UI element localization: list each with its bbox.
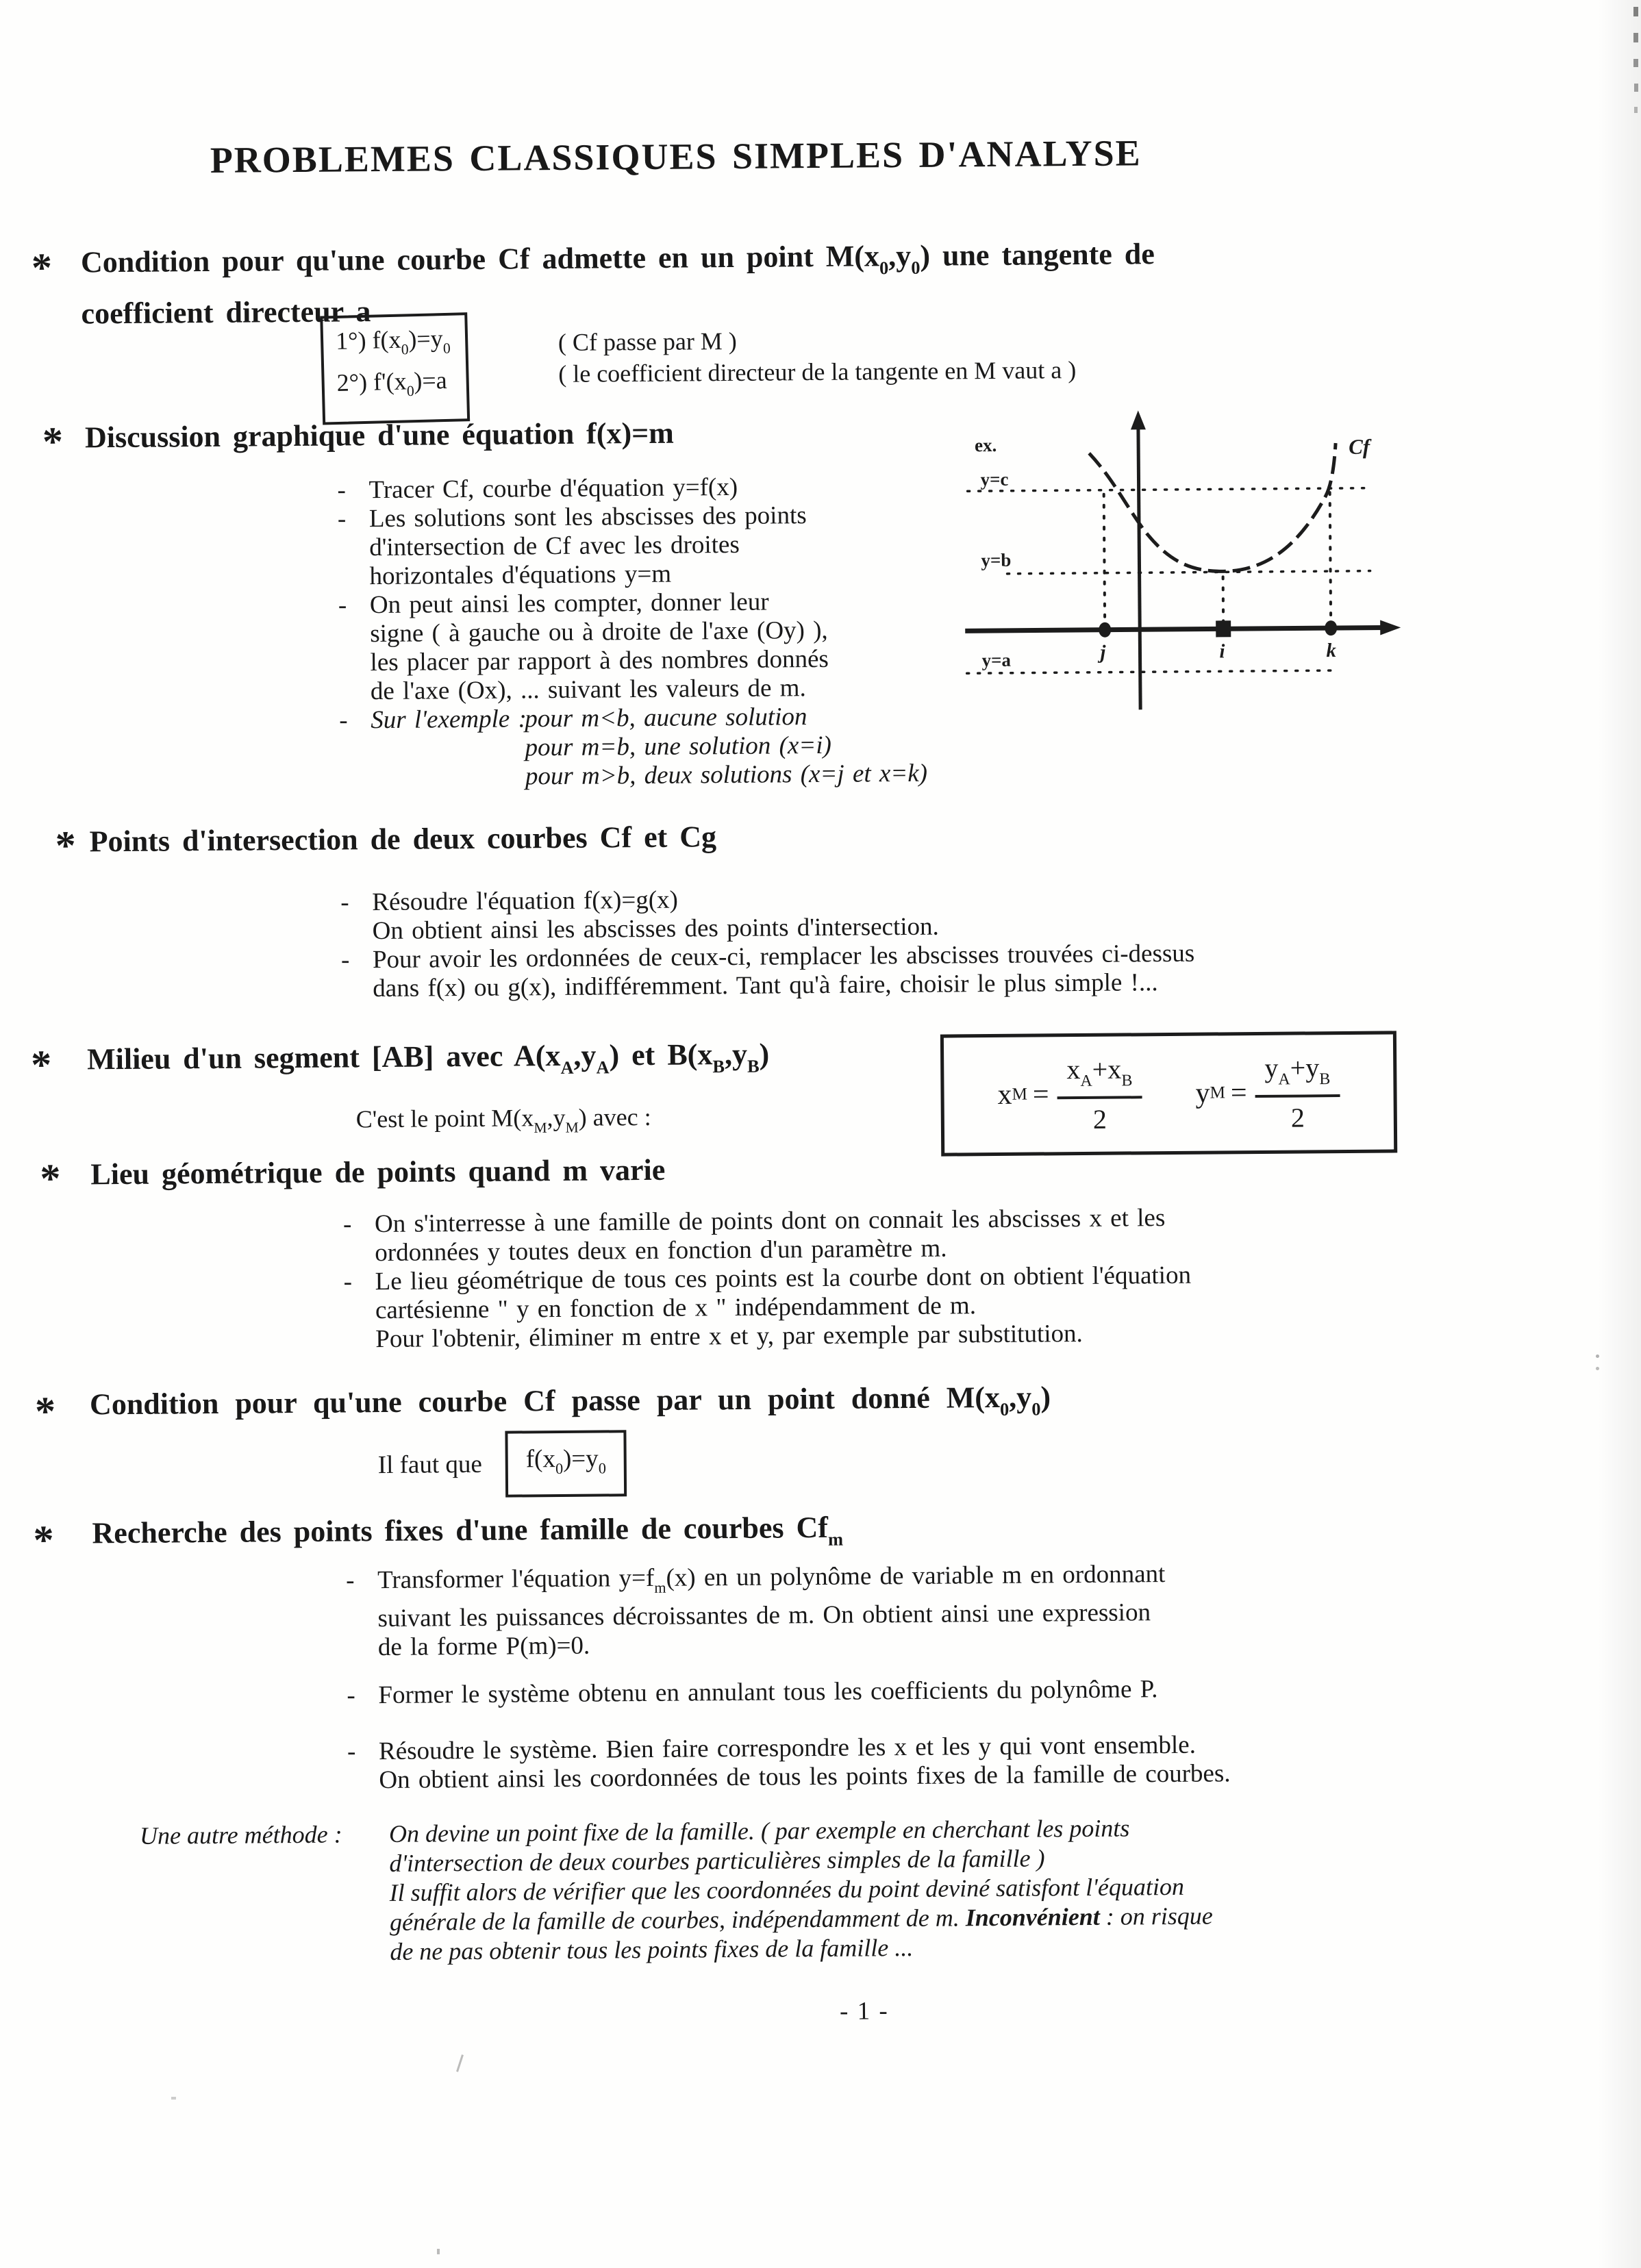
subscript-part: 0	[1031, 1398, 1041, 1420]
box-line	[336, 364, 452, 408]
section5-bullets	[343, 1204, 1192, 1354]
text-line: Il suffit alors de vérifier que les coordonnées du point deviné satisfont l'équation	[389, 1872, 1185, 1906]
subscript-part: B	[1319, 1070, 1331, 1089]
section2-heading: Discussion graphique d'une équation f(x)=m	[84, 416, 675, 455]
text-line: ordonnées y toutes deux en fonction d'un paramètre m.	[375, 1234, 947, 1268]
text-part: ,y	[724, 1037, 748, 1072]
bullet-item	[340, 882, 1194, 946]
section6-heading	[90, 1377, 1051, 1436]
formula-xm	[997, 1053, 1142, 1135]
bullet-item	[347, 1675, 1157, 1710]
graph-j-label: j	[1100, 641, 1106, 664]
text-part: : on risque	[1099, 1902, 1213, 1930]
bullet-item	[338, 587, 927, 707]
bullet-item	[338, 501, 926, 592]
text-part: )	[759, 1037, 770, 1071]
subscript-part: B	[712, 1055, 725, 1077]
text-line: Le lieu géométrique de tous ces points est la courbe dont on obtient l'équation	[375, 1261, 1192, 1296]
text-part: +x	[1092, 1053, 1122, 1085]
subscript-part: B	[747, 1055, 760, 1076]
scan-artifact	[1633, 59, 1638, 67]
section6-star-icon: *	[34, 1388, 56, 1435]
bullet-dash: -	[340, 946, 350, 974]
text-line: horizontales d'équations y=m	[369, 559, 672, 591]
text-part: )	[1040, 1380, 1051, 1414]
graph-y-equals-b-label: y=b	[981, 549, 1012, 571]
text-line: pour m<b, aucune solution	[525, 703, 807, 733]
section4-heading	[87, 1035, 770, 1092]
text-line	[377, 1560, 1166, 1604]
bullet-dash: -	[337, 505, 347, 533]
graph-ex-label: ex.	[974, 434, 997, 456]
section1-star-icon: *	[31, 244, 53, 291]
section3-bullets	[340, 882, 1195, 1004]
condition-prefix: Il faut que	[377, 1450, 482, 1480]
text-part: )=y	[408, 325, 444, 353]
midpoint-formula-box	[940, 1031, 1397, 1156]
text-part: 2°) f'(x	[336, 367, 408, 396]
text-line: On devine un point fixe de la famille. ( par exemple en cherchant les points	[388, 1814, 1130, 1848]
subscript-part: m	[654, 1578, 666, 1596]
section7-bullet-2	[347, 1675, 1157, 1710]
text-part: Recherche des points fixes d'une famille de courbes Cf	[92, 1510, 829, 1550]
text-part: ,y	[573, 1038, 597, 1072]
text-part: générale de la famille de courbes, indépendamment de m.	[389, 1904, 966, 1936]
bullet-dash: -	[347, 1737, 356, 1766]
section7-bullet-3	[347, 1730, 1231, 1795]
scan-artifact	[1596, 1354, 1599, 1358]
scan-artifact	[1596, 1367, 1599, 1370]
bullet-item	[343, 1204, 1191, 1268]
scan-artifact	[171, 2097, 176, 2100]
section2-star-icon: *	[42, 418, 64, 464]
text-part: ) et B(x	[609, 1037, 713, 1072]
point-i-square	[1216, 620, 1231, 637]
text-line: de l'axe (Ox), ... suivant les valeurs de m.	[370, 674, 806, 706]
text-part: ,y	[547, 1103, 566, 1132]
fraction	[1057, 1053, 1142, 1135]
graph-k-label: k	[1326, 640, 1337, 662]
text-part: x	[1066, 1054, 1081, 1085]
subscript-part: M	[1012, 1085, 1028, 1104]
text-line: On obtient ainsi les abscisses des points d'intersection.	[372, 912, 939, 946]
text-part: )=a	[413, 366, 448, 394]
pass-through-condition	[377, 1430, 627, 1498]
subscript-part: 0	[598, 1459, 607, 1477]
point-j-dot	[1099, 622, 1111, 638]
text-line: signe ( à gauche ou à droite de l'axe (Oy) ),	[370, 616, 828, 648]
tangent-conditions-box	[320, 312, 470, 425]
subscript-part: m	[827, 1528, 844, 1550]
example-item	[339, 702, 927, 793]
section3-star-icon: *	[55, 822, 76, 868]
condition-note-2: ( le coefficient directeur de la tangente en M vaut a )	[558, 356, 1077, 388]
equals-sign: =	[1230, 1077, 1247, 1109]
alternative-method-label: Une autre méthode :	[139, 1820, 342, 1850]
text-line: Résoudre l'équation f(x)=g(x)	[372, 885, 679, 917]
page-number: - 1 -	[839, 1997, 889, 2026]
subscript-part: 0	[406, 382, 414, 399]
x-axis-arrow-icon	[1380, 620, 1401, 635]
subscript-part: A	[560, 1057, 574, 1078]
hline-y-equals-a	[967, 670, 1336, 673]
fraction-denominator: 2	[1092, 1103, 1107, 1135]
alternative-method	[140, 1813, 1213, 1969]
fraction	[1255, 1051, 1340, 1134]
bullet-item	[347, 1730, 1231, 1795]
text-line: les placer par rapport à des nombres donnés	[370, 644, 829, 677]
text-line: pour m=b, une solution (x=i)	[525, 731, 832, 762]
curve-cf	[1089, 443, 1336, 572]
bullet-dash: -	[342, 1210, 352, 1239]
text-part: y	[1195, 1077, 1210, 1109]
text-part: (x) en un polynôme de variable m en ordonnant	[666, 1560, 1166, 1592]
text-line: Pour l'obtenir, éliminer m entre x et y, par exemple par substitution.	[375, 1320, 1083, 1354]
scan-artifact	[1634, 107, 1638, 113]
text-line: suivant les puissances décroissantes de m. On obtient ainsi une expression	[377, 1598, 1151, 1633]
subscript-part: M	[534, 1119, 547, 1137]
text-part: ,y	[1008, 1380, 1032, 1414]
bullet-dash: -	[340, 888, 349, 917]
text-line: Pour avoir les ordonnées de ceux-ci, remplacer les abscisses trouvées ci-dessus	[372, 939, 1195, 974]
scan-artifact	[437, 2249, 440, 2254]
scan-artifact	[1633, 7, 1638, 16]
text-line: pour m>b, deux solutions (x=j et x=k)	[525, 759, 928, 791]
vline-at-j	[1104, 494, 1105, 627]
condition-note-1: ( Cf passe par M )	[558, 327, 737, 356]
subscript-part: B	[1121, 1072, 1133, 1090]
hline-y-equals-c	[968, 488, 1370, 492]
bullet-item	[337, 472, 925, 505]
fraction-numerator	[1057, 1053, 1142, 1099]
text-part: Condition pour qu'une courbe Cf passe par un point donné M(x	[89, 1380, 1001, 1422]
page-title: PROBLEMES CLASSIQUES SIMPLES D'ANALYSE	[210, 132, 1142, 181]
vline-at-k	[1330, 492, 1331, 625]
subscript-part: A	[596, 1057, 610, 1078]
bullet-item	[341, 940, 1195, 1004]
graph-i-label: i	[1219, 640, 1225, 663]
text-line: cartésienne " y en fonction de x " indépendamment de m.	[375, 1292, 977, 1325]
text-line: d'intersection de Cf avec les droites	[369, 530, 740, 562]
subscript-part: M	[1210, 1083, 1226, 1102]
text-line: de la forme P(m)=0.	[377, 1631, 590, 1662]
text-line: Former le système obtenu en annulant tous les coefficients du polynôme P.	[378, 1675, 1158, 1710]
text-part: ) une tangente de	[920, 237, 1155, 273]
discussion-example-graph	[950, 394, 1638, 715]
text-part: ,y	[888, 238, 912, 273]
scan-artifact	[1633, 33, 1638, 42]
graph-y-equals-a-label: y=a	[981, 649, 1012, 671]
section7-heading	[92, 1508, 843, 1565]
example-label: Sur l'exemple :	[371, 705, 527, 735]
bullet-dash: -	[339, 706, 348, 735]
text-line: On s'interresse à une famille de points dont on connait les abscisses x et les	[374, 1204, 1166, 1239]
subscript-part: 0	[999, 1398, 1010, 1420]
subscript-part: A	[1080, 1072, 1092, 1090]
emphasized-text: Inconvénient	[965, 1902, 1100, 1932]
bullet-dash: -	[337, 476, 347, 505]
bullet-item	[344, 1261, 1192, 1354]
text-part: y	[1264, 1052, 1279, 1083]
y-axis-arrow-icon	[1131, 410, 1146, 429]
section5-heading: Lieu géométrique de points quand m varie	[90, 1152, 666, 1192]
text-part: 1°) f(x	[335, 325, 402, 355]
bullet-dash: -	[343, 1268, 353, 1296]
section2-bullets	[337, 472, 927, 793]
text-part: coefficient directeur a	[81, 294, 371, 331]
section7-bullet-1	[346, 1560, 1166, 1662]
bullet-dash: -	[347, 1681, 355, 1710]
text-part: )=y	[562, 1444, 599, 1473]
vline-at-i	[1223, 577, 1224, 626]
text-line: d'intersection de deux courbes particulières simples de la famille )	[389, 1844, 1045, 1877]
text-line: On peut ainsi les compter, donner leur	[369, 588, 769, 620]
subscript-part: 0	[911, 257, 920, 278]
subscript-part: 0	[555, 1459, 564, 1478]
point-k-dot	[1325, 620, 1337, 635]
graph-cf-label: Cf	[1349, 434, 1370, 459]
text-part: Condition pour qu'une courbe Cf admette en un point M(x	[80, 239, 880, 279]
midpoint-intro	[356, 1102, 651, 1138]
bullet-item	[346, 1560, 1166, 1662]
bullet-dash: -	[338, 591, 347, 620]
subscript-part: M	[565, 1119, 579, 1136]
section7-star-icon: *	[33, 1517, 54, 1563]
text-line: Résoudre le système. Bien faire correspondre les x et les y qui vont ensemble.	[378, 1730, 1197, 1766]
bullet-dash: -	[345, 1566, 355, 1595]
section5-star-icon: *	[40, 1155, 61, 1201]
subscript-part: 0	[879, 257, 889, 279]
text-part: +y	[1290, 1052, 1320, 1083]
fraction-numerator	[1255, 1051, 1340, 1098]
text-part: x	[997, 1079, 1012, 1111]
scan-artifact	[1634, 84, 1638, 92]
subscript-part: 0	[401, 341, 409, 358]
text-line: Tracer Cf, courbe d'équation y=f(x)	[368, 473, 738, 505]
text-part: Milieu d'un segment [AB] avec A(x	[86, 1038, 561, 1076]
subscript-part: 0	[442, 340, 451, 357]
text-part: ) avec :	[578, 1102, 651, 1131]
equals-sign: =	[1032, 1079, 1049, 1111]
pass-through-box	[505, 1430, 627, 1497]
x-axis	[965, 628, 1384, 631]
box-line	[336, 323, 451, 367]
text-line: Les solutions sont les abscisses des points	[368, 501, 807, 533]
section4-star-icon: *	[30, 1042, 52, 1088]
formula-ym	[1195, 1051, 1340, 1134]
text-line: de ne pas obtenir tous les points fixes de la famille ...	[390, 1933, 914, 1965]
graph-y-equals-c-label: y=c	[980, 468, 1009, 490]
fraction-denominator: 2	[1290, 1102, 1305, 1133]
section1-heading	[81, 234, 1155, 333]
y-axis	[1138, 423, 1140, 709]
subscript-part: A	[1278, 1070, 1290, 1089]
text-part: C'est le point M(x	[355, 1104, 534, 1133]
text-part: Transformer l'équation y=f	[377, 1563, 655, 1595]
text-line: On obtient ainsi les coordonnées de tous les points fixes de la famille de courbes.	[379, 1759, 1231, 1795]
text-line: dans f(x) ou g(x), indifféremment. Tant qu'à faire, choisir le plus simple !...	[373, 968, 1158, 1003]
text-part: f(x	[525, 1445, 556, 1474]
hline-y-equals-b	[1007, 571, 1370, 574]
section3-heading: Points d'intersection de deux courbes Cf et Cg	[89, 820, 717, 859]
